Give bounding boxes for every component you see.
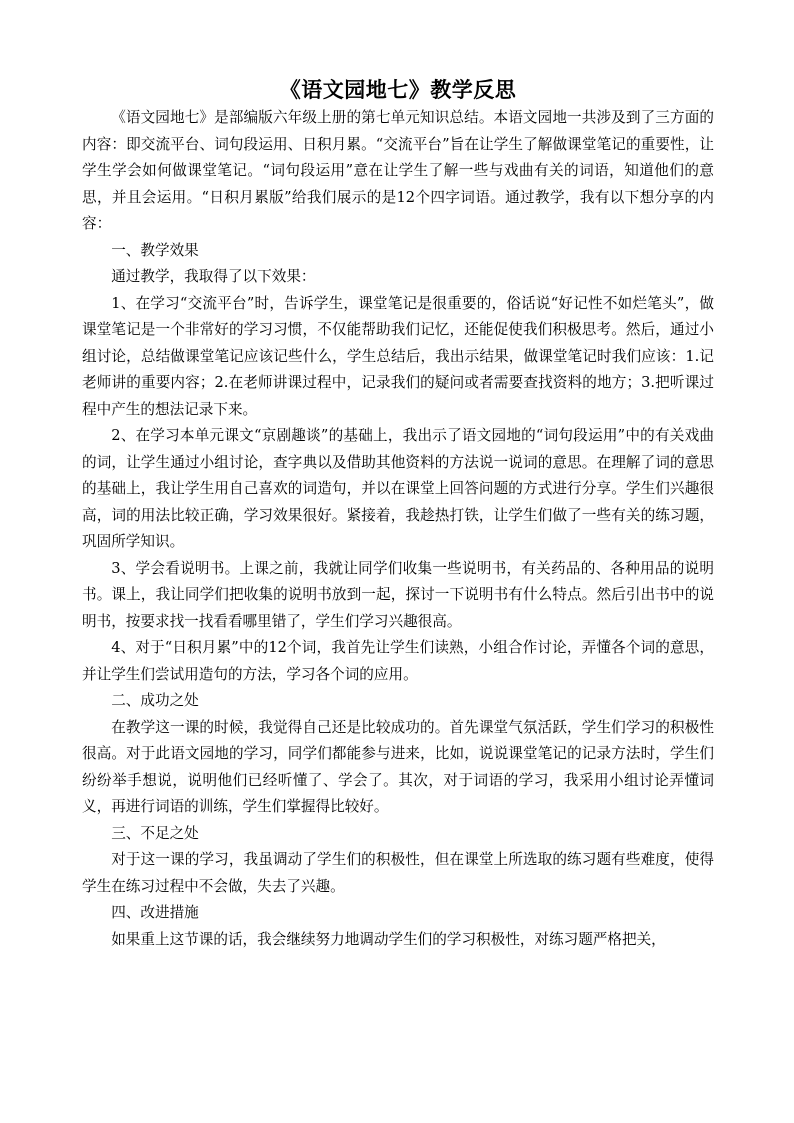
section-heading-improvements: 四、改进措施 — [111, 904, 199, 921]
section-heading-teaching-effect: 一、教学效果 — [111, 241, 199, 259]
section-heading-shortcomings: 三、不足之处 — [111, 824, 199, 842]
section-body-improvements: 如果重上这节课的话，我会继续努力地调动学生们的学习积极性，对练习题严格把关， — [111, 930, 666, 948]
effect-item-3: 3、学会看说明书。上课之前，我就让同学们收集一些说明书，有关药品的、各种用品的说明书。课上，我让同学们把收集的说明书放到一起，探讨一下说明书有什么特点。然后引出书中的说明书，按要求找一找看看哪里错了，学生们学习兴趣很高。 — [82, 559, 714, 630]
section-lead-teaching-effect: 通过教学，我取得了以下效果： — [111, 268, 316, 285]
intro-paragraph: 《语文园地七》是部编版六年级上册的第七单元知识总结。本语文园地一共涉及到了三方面的内容：即交流平台、词句段运用、日积月累。“交流平台”旨在让学生了解做课堂笔记的重要性，让学生学会如何做课堂笔记。“词句段运用”意在让学生了解一些与戏曲有关的词语，知道他们的意思，并且会运用。“日积月累版”给我们展示的是12个四字词语。通过教学，我有以下想分享的内容： — [82, 109, 714, 232]
effect-item-1: 1、在学习“交流平台”时，告诉学生，课堂笔记是很重要的，俗话说“好记性不如烂笔头”，做课堂笔记是一个非常好的学习习惯，不仅能帮助我们记忆，还能促使我们积极思考。然后，通过小组讨论，总结做课堂笔记应该记些什么，学生总结后，我出示结果，做课堂笔记时我们应该：1.记老师讲的重要内容；2.在老师讲课过程中，记录我们的疑问或者需要查找资料的地方；3.把听课过程中产生的想法记录下来。 — [82, 294, 714, 418]
effect-item-4: 4、对于“日积月累”中的12个词，我首先让学生们读熟，小组合作讨论，弄懂各个词的意思，并让学生们尝试用造句的方法，学习各个词的应用。 — [82, 639, 714, 683]
section-heading-success: 二、成功之处 — [111, 692, 199, 709]
document-title: 《语文园地七》教学反思 — [279, 78, 517, 102]
effect-item-2: 2、在学习本单元课文“京剧趣谈”的基础上，我出示了语文园地的“词句段运用”中的有关戏曲的词，让学生通过小组讨论，查字典以及借助其他资料的方法说一说词的意思。在理解了词的意思的基础上，我让学生用自己喜欢的词造句，并以在课堂上回答问题的方式进行分享。学生们兴趣很高，词的用法比较正确，学习效果很好。紧接着，我趁热打铁，让学生们做了一些有关的练习题，巩固所学知识。 — [82, 427, 714, 550]
section-body-shortcomings: 对于这一课的学习，我虽调动了学生们的积极性，但在课堂上所选取的练习题有些难度，使得学生在练习过程中不会做，失去了兴趣。 — [82, 851, 714, 895]
section-body-success: 在教学这一课的时候，我觉得自己还是比较成功的。首先课堂气氛活跃，学生们学习的积极性很高。对于此语文园地的学习，同学们都能参与进来，比如，说说课堂笔记的记录方法时，学生们纷纷举手想说，说明他们已经听懂了、学会了。其次，对于词语的学习，我采用小组讨论弄懂词义，再进行词语的训练，学生们掌握得比较好。 — [82, 718, 714, 815]
document-body — [82, 75, 714, 953]
